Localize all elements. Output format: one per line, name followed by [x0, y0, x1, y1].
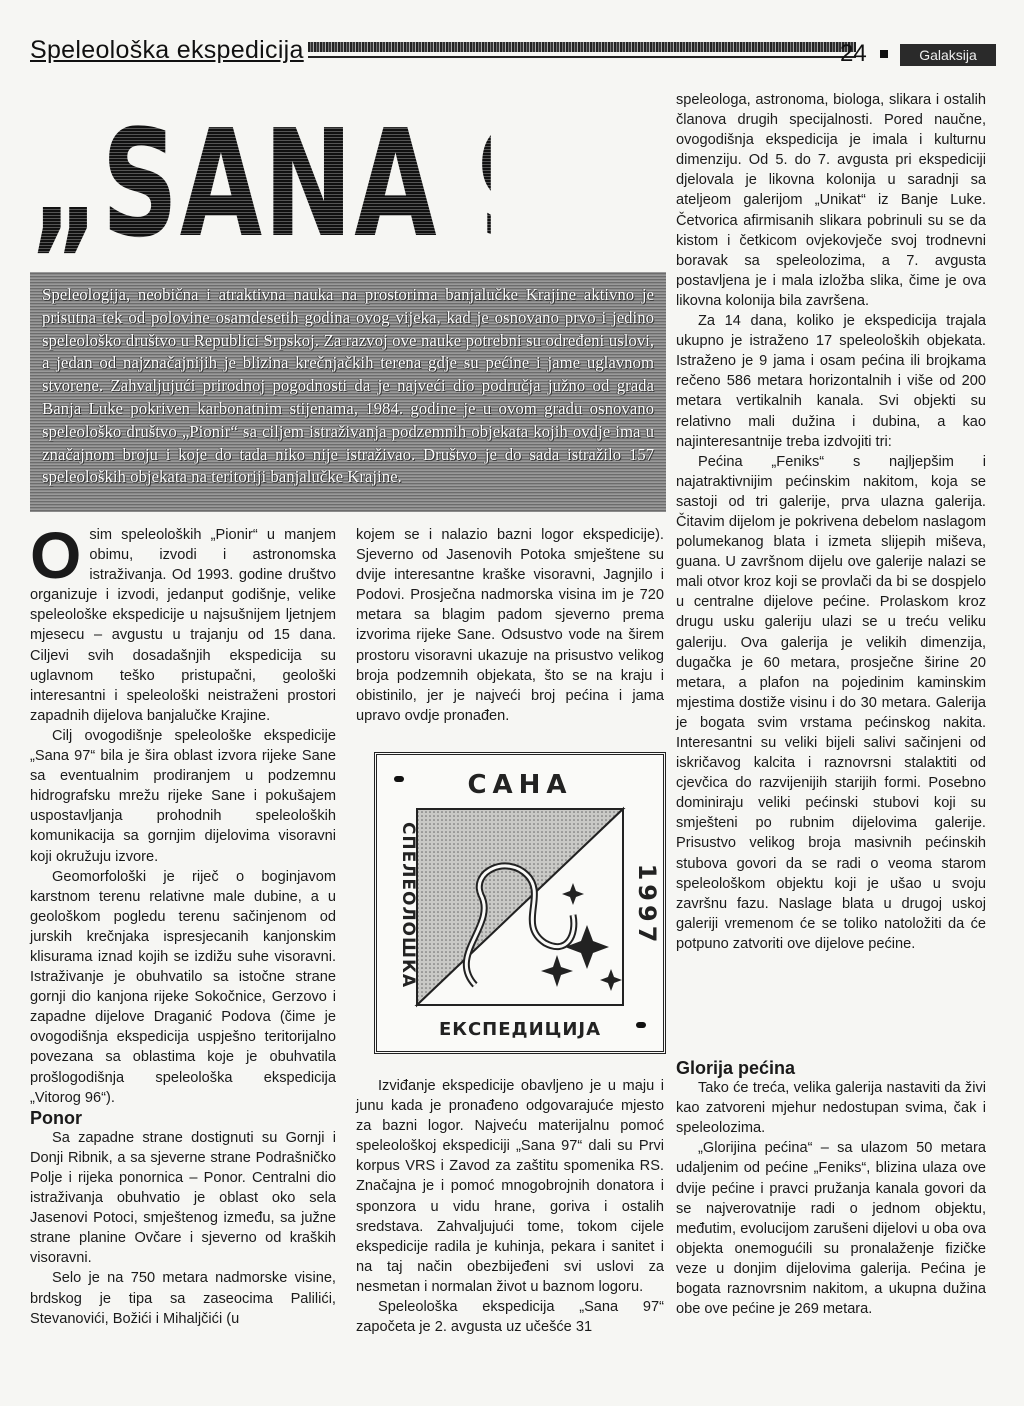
page-header	[28, 30, 998, 67]
paragraph: Pećina „Feniks“ s najljepšim i najatraktivnijim pećinskim nakitom, koja se sastoji od tri galerije, prva ulazna galerija. Čitavim dijelom je pokrivena debelom naslagom polumekanog blata i izmeta slijepih miševa, guana. U završnom dijelu ove galerije nalazi se mali otvor kroz koji se provlači da bi se dospjelo u centralne dijelove pećine. Prolaskom kroz drugu usku galeriju ulazi se u treću veliku galeriju. Ova galerija je velikih dimenzija, dugačka je 60 metara, prosječne širine 20 metara, a plafon na pojedinim kaminskim mjestima dostiže visinu i do 30 metara. Galerija je bogata svim vrstama pećinskog nakita. Interesantni su veliki bijeli salivi sačinjeni od iskričavog kalcita i raznovrsni stalaktiti od cjevčica do razvijenijih starijih formi. Posebno dominiraju veliki pećinski stubovi koji su smješteni po rubnim dijelovima galerije. Prisustvo velikog broja masivnih pećinskih stubova govori da se radi o veoma starom speleološkom objektu koji je ušao u svoju završnu fazu. Naslage blata u drugoj uskoj galeriji vremenom će se toliko natoložiti da će potpuno zatvoriti ove dijelove pećine.	[676, 453, 986, 952]
square-bullet-icon	[880, 50, 888, 58]
paragraph: Speleološka ekspedicija „Sana 97“ započeta je 2. avgusta uz učešće 31	[356, 1299, 664, 1336]
lead-paragraph: Speleologija, neobična i atraktivna nauka na prostorima banjalučke Krajine aktivno je prisutna tek od polovine osamdesetih godina ovog vijeka, kad je osnovano prvo i jedino speleološko društvo u Republici Srpskoj. Za razvoj ove nauke potrebni su određeni uslovi, a jedan od najznačajnijih je blizina krečnjačkih terena gdje su pećine i jame uglavnom stvorene. Zahvaljujući prirodnoj pogodnosti da je najveći dio područja južno od grada Banja Luke pokriven karbonatnim stijenama, 1984. godine je u ovom gradu osnovano speleološko društvo „Pionir“ sa ciljem istraživanja podzemnih objekata kojih ovdje ima u značajnom broju i koje do tada niko nije istraživao. Društvo je do sada istražilo 157 speleoloških objekata na teritoriji banjalučke Krajine.	[42, 285, 654, 487]
logo-left-text: СПЕЛЕОЛОШКА	[398, 821, 418, 989]
paragraph: speleologa, astronoma, biologa, slikara i ostalih članova drugih specijalnosti. Pored naučne, ovogodišnja ekspedicija je imala i kulturnu dimenziju. Od 5. do 7. avgusta pri ekspediciji djelovala je likovna kolonija u saradnji sa ateljeom galerijom „Unikat“ iz Banje Luke. Četvorica afirmisanih slikara pobrinuli su se da kistom i četkicom ovjekovječe svoj trodnevni boravak sa speleolozima, a 7. avgusta postavljena je i mala izložba slika, čime je ova likovna kolonija bila završena.	[676, 92, 986, 309]
paragraph: Geomorfološki je riječ o boginjavom karstnom terenu relativne male dubine, a u geološkom pogledu terenu sačinjenom od jurskih krečnjaka ispresjecanih kanjonskim klisurama iznad kojih se izdižu suhe visoravni. Istraživanje je obuhvatilo sa istočne strane gornji dio kanjona rijeke Sokočnice, Gerzovo i zapadne dijelove Draganić Podova (čime je ovogodišnja ekspedicija uspješno teritorijalno povezana sa oblastima koje je obuhvatila prošlogodišnja speleološka ekspedicija „Vitorog 96“).	[30, 868, 336, 1106]
section-title: Speleološka ekspedicija	[30, 36, 304, 64]
logo-bottom-text: ЕКСПЕДИЦИЈА	[438, 1019, 602, 1040]
paragraph	[30, 518, 336, 726]
column-2	[356, 525, 664, 726]
subheading-ponor: Ponor	[30, 1107, 82, 1128]
expedition-logo	[374, 752, 666, 1054]
logo-right-text: 1997	[633, 863, 661, 947]
paragraph: Tako će treća, velika galerija nastaviti da živi kao zatvoreni mjehur nedostupan svima, čak i speleolozima.	[676, 1080, 986, 1137]
paragraph: Sa zapadne strane dostignuti su Gornji i Donji Ribnik, a sa sjeverne strane Podrašničko Polje i rijeka ponornica – Ponor. Centralni dio istraživanja obuhvatio je oblast oko sela Jasenovi Potoci, smještenog između, sa južne strane planine Ovčare i sjeverno od kraških visoravni.	[30, 1129, 336, 1267]
header-rule-line	[308, 56, 856, 58]
article-headline: „SANA 97“	[30, 84, 491, 284]
header-rule	[308, 42, 856, 52]
page-number: 24	[840, 40, 867, 67]
paragraph-text: sim speleoloških „Pionir“ u manjem obimu, izvodi i astronomska istraživanja. Od 1993. godine društvo organizuje i izvodi, jedanput godišnje, velike speleološke ekspedicije u najsušnijem ljetnjem mjesecu – avgustu u trajanju od 15 dana. Ciljevi svih dosadašnjih ekspedicija su uglavnom teško pristupačni, geološki interesantni i speleološki neistraženi prostori zapadnih dijelova banjalučke Krajine.	[30, 527, 336, 724]
column-2-bottom	[356, 1076, 664, 1337]
subheading-glorija: Glorija pećina	[676, 1058, 796, 1078]
expedition-emblem-icon	[377, 755, 663, 1051]
paragraph: Cilj ovogodišnje speleološke ekspedicije „Sana 97“ bila je šira oblast izvora rijeke Sane sa eventualnim prodiranjem u podzemnu hidrografsku mrežu rijeke Sane i pokušajem uspostavljanja prohodnih speleoloških komunikacija sa gornjim dijelovima visoravni koji okružuju izvore.	[30, 727, 336, 865]
paragraph: Izviđanje ekspedicije obavljeno je u maju i junu kada je pronađeno odgovarajuće mjesto za bazni logor. Najveću materijalnu pomoć speleološkoj ekspediciji „Sana 97“ dali su Prvi korpus VRS i Zavod za zaštitu spomenika RS. Značajna je i pomoć mnogobrojnih donatora i sponzora u vidu hrane, goriva i ostalih sredstava. Zahvaljujući tome, tokom cijele ekspedicije radila je kuhinja, pekara i sanitet i na taj način obezbijeđeni svi uslovi za nesmetan i normalan život u baznom logoru.	[356, 1078, 664, 1295]
column-3-bottom	[676, 1058, 986, 1319]
paragraph: „Glorijina pećina“ – sa ulazom 50 metara udaljenim od pećine „Feniks“, blizina ulaza ove dvije pećine i pravci pružanja kanala govori da se najverovatnije radi o jednom objektu, međutim, evolucijom zarušeni dijelovi u oba ova objekta onemogućili su pronalaženje fizičke veze u donjim dijelovima galerija. Pećina je bogata raznovrsnim nakitom, a ukupna dužina obe ove pećine je 269 metara.	[676, 1140, 986, 1318]
column-3	[676, 90, 986, 954]
magazine-badge: Galaksija	[900, 44, 996, 66]
drop-cap: O	[30, 518, 82, 592]
column-1	[30, 518, 336, 1329]
paragraph: Za 14 dana, koliko je ekspedicija trajala ukupno je istraženo 17 speleoloških objekata. Istraženo je 9 jama i osam pećina ili brojkama rečeno 586 metara horizontalnih i više od 200 metara vertikalnih kanala. Svi objekti su relativno mali dužina i dubina, a kao najinteresantnije treba izdvojiti tri:	[676, 313, 986, 450]
paragraph: Selo je na 750 metara nadmorske visine, brdskog je tipa sa zaseocima Palilići, Stevanovići, Božići i Mihaljčići (u	[30, 1270, 336, 1327]
lead-box	[30, 272, 666, 512]
paragraph: kojem se i nalazio bazni logor ekspedicije). Sjeverno od Jasenovih Potoka smještene su dvije interesantne kraške visoravni, Jagnjilo i Podovi. Prosječna nadmorska visina im je 720 metara sa blagim padom sjeverno prema izvorima rijeke Sane. Odsustvo vode na širem prostoru visoravni ukazuje na prisustvo velikog broja podzemnih objekata, što se na kraju i obistinilo, jer je najveći broj pećina i jama upravo ovdje pronađen.	[356, 527, 664, 724]
logo-top-text: САНА	[467, 770, 573, 800]
